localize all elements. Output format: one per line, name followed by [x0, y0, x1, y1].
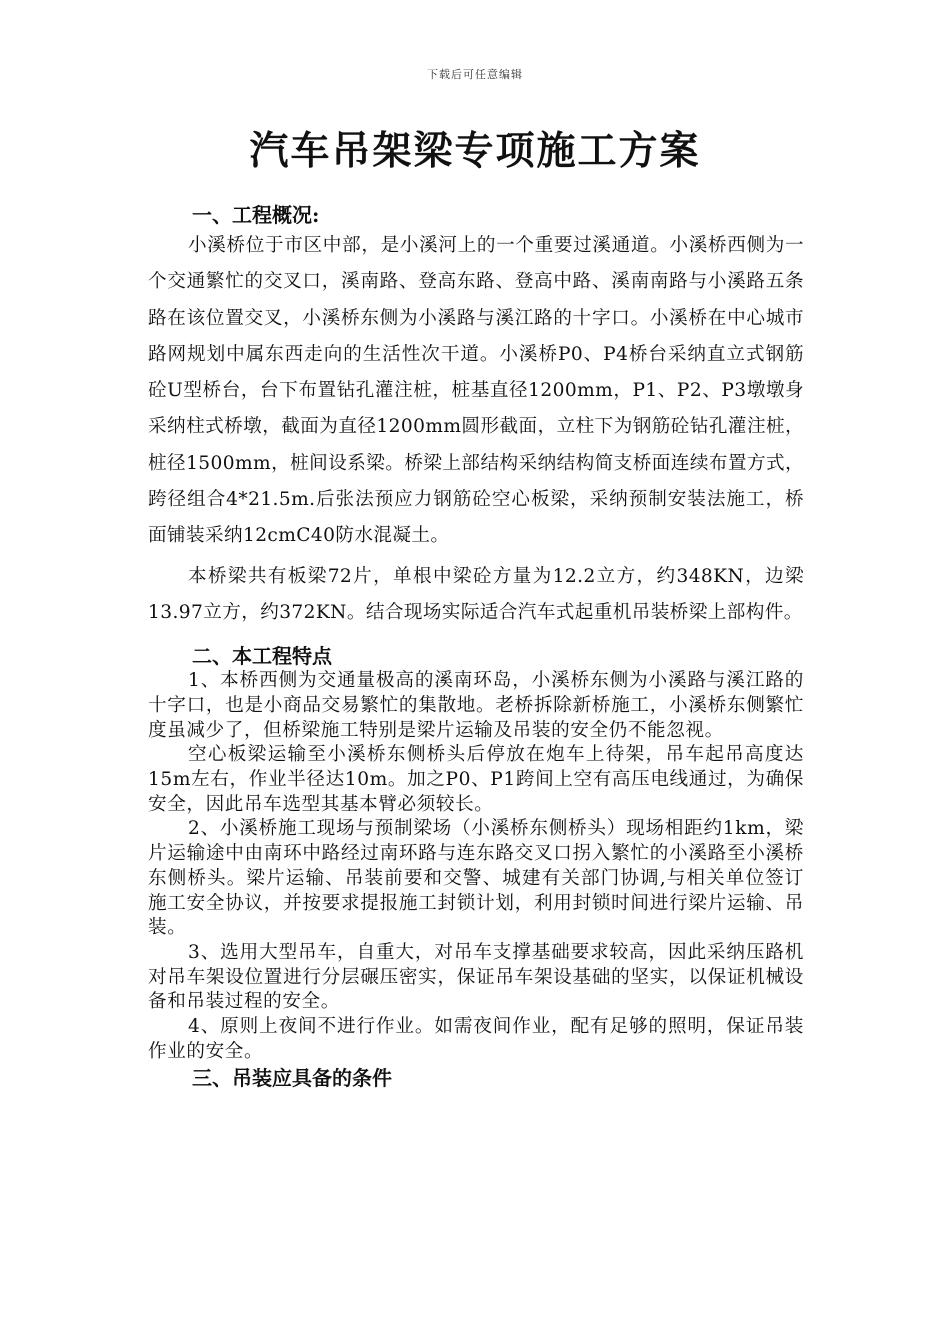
document-body — [148, 202, 804, 1091]
features-paragraph: 2、小溪桥施工现场与预制梁场（小溪桥东侧桥头）现场相距约1km，梁片运输途中由南环中路经过南环路与连东路交叉口拐入繁忙的小溪路至小溪桥东侧桥头。梁片运输、吊装前要和交警、城建有关部门协调,与相关单位签订施工安全协议，并按要求提报施工封锁计划，利用封锁时间进行梁片运输、吊装。 — [148, 818, 804, 939]
section-heading-conditions: 三、吊装应具备的条件 — [192, 1065, 392, 1090]
overview-paragraph: 小溪桥位于市区中部，是小溪河上的一个重要过溪通道。小溪桥西侧为一个交通繁忙的交叉口，溪南路、登高东路、登高中路、溪南南路与小溪路五条路在该位置交叉，小溪桥东侧为小溪路与溪江路的十字口。小溪桥在中心城市路网规划中属东西走向的生活性次干道。小溪桥P0、P4桥台采纳直立式钢筋砼U型桥台，台下布置钻孔灌注桩，桩基直径1200mm，P1、P2、P3墩墩身采纳柱式桥墩，截面为直径1200mm圆形截面，立柱下为钢筋砼钻孔灌注桩，桩径1500mm，桩间设系梁。桥梁上部结构采纳结构简支桥面连续布置方式，跨径组合4*21.5m.后张法预应力钢筋砼空心板梁，采纳预制安装法施工，桥面铺装采纳12cmC40防水混凝土。 — [148, 235, 804, 547]
features-paragraph: 空心板梁运输至小溪桥东侧桥头后停放在炮车上待架，吊车起吊高度达15m左右，作业半径达10m。加之P0、P1跨间上空有高压电线通过，为确保安全，因此吊车选型其基本臂必须较长。 — [148, 744, 804, 815]
features-paragraph: 1、本桥西侧为交通量极高的溪南环岛，小溪桥东侧为小溪路与溪江路的十字口，也是小商品交易繁忙的集散地。老桥拆除新桥施工，小溪桥东侧繁忙度虽减少了，但桥梁施工特别是梁片运输及吊装的安全仍不能忽视。 — [148, 670, 804, 741]
features-paragraph: 3、选用大型吊车，自重大，对吊车支撑基础要求较高，因此采纳压路机对吊车架设位置进行分层碾压密实，保证吊车架设基础的坚实，以保证机械设备和吊装过程的安全。 — [148, 942, 804, 1013]
header-note: 下载后可任意编辑 — [427, 68, 523, 81]
document-title: 汽车吊架梁专项施工方案 — [249, 128, 701, 174]
features-paragraph: 4、原则上夜间不进行作业。如需夜间作业，配有足够的照明，保证吊装作业的安全。 — [148, 1016, 804, 1062]
overview-paragraph: 本桥梁共有板梁72片，单根中梁砼方量为12.2立方，约348KN，边梁13.97立方，约372KN。结合现场实际适合汽车式起重机吊装桥梁上部构件。 — [148, 565, 804, 623]
section-heading-features: 二、本工程特点 — [192, 644, 332, 669]
section-heading-overview: 一、工程概况: — [192, 203, 320, 227]
